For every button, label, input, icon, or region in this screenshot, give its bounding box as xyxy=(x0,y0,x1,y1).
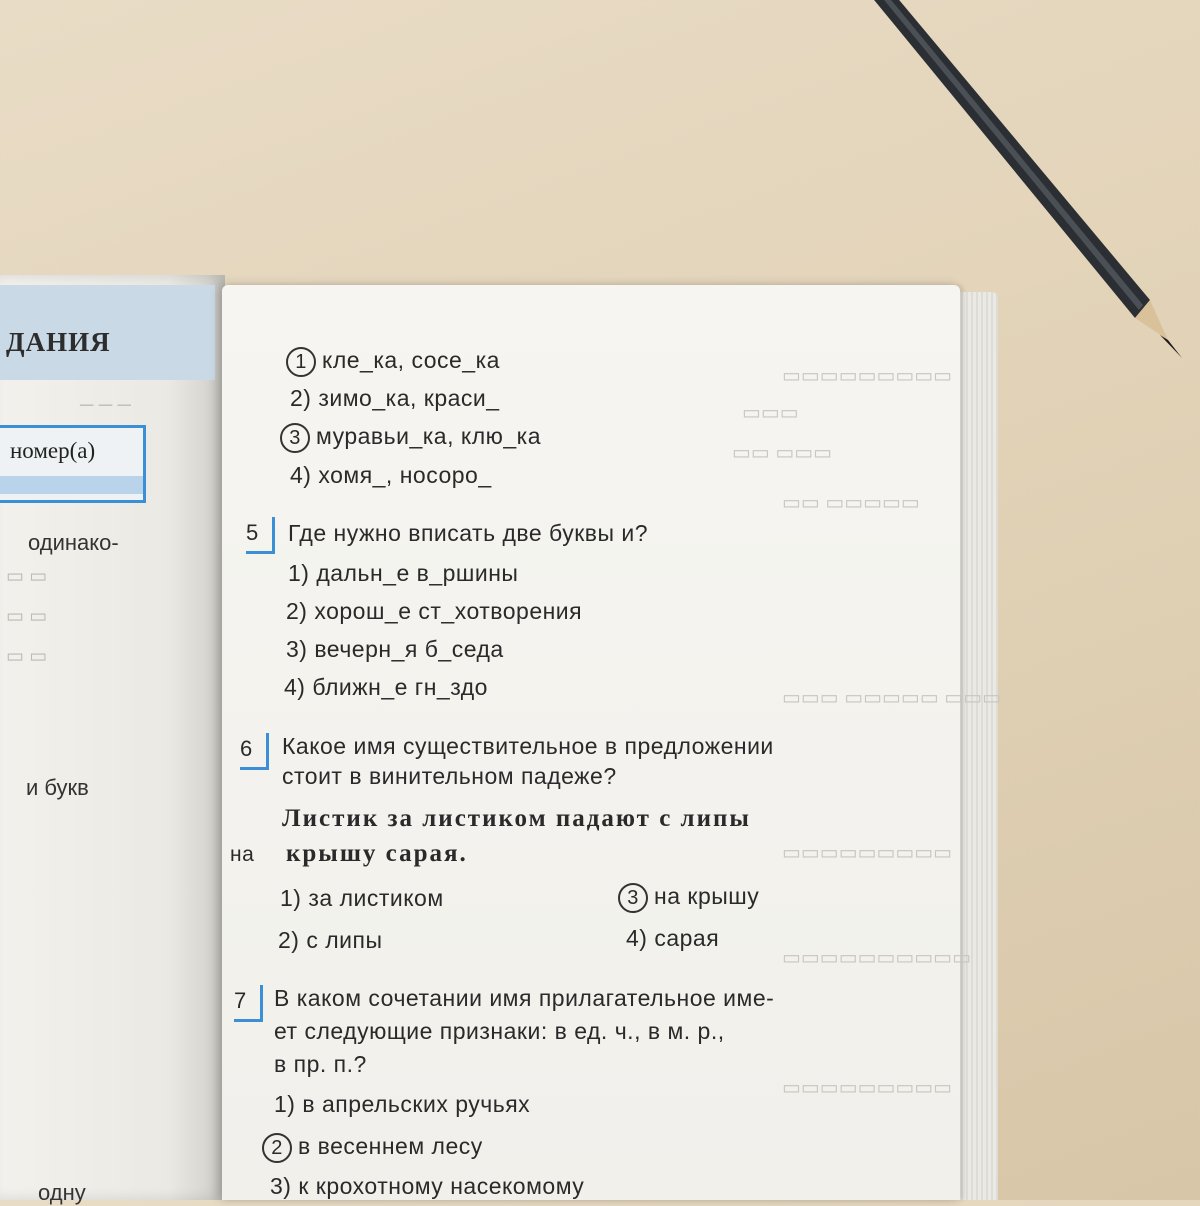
circled-number: 1 xyxy=(286,347,316,377)
top-item-3 xyxy=(280,423,541,453)
left-text-3: одну xyxy=(38,1180,86,1205)
bleed-through: ▭▭▭ ▭▭▭▭▭ ▭▭▭ xyxy=(782,687,1001,709)
circled-number: 2 xyxy=(262,1133,292,1163)
circled-number: 3 xyxy=(280,423,310,453)
q5-option-4: 4) ближн_е гн_здо xyxy=(284,674,488,700)
q6-question-line-1: Какое имя существительное в предложении xyxy=(282,733,774,759)
question-number-5: 5 xyxy=(246,517,275,554)
q5-question: Где нужно вписать две буквы и? xyxy=(288,520,649,546)
top-item-number: 4) xyxy=(290,462,312,488)
q6-option-3 xyxy=(618,883,759,913)
left-bleed-text: ─ ─ ─ xyxy=(80,395,131,416)
bleed-through: ▭▭▭▭▭▭▭▭▭ xyxy=(782,1077,953,1099)
q7-question-line-1: В каком сочетании имя прилагательное име- xyxy=(274,985,775,1011)
q6-question-line-2: стоит в винительном падеже? xyxy=(282,763,617,789)
question-number-6: 6 xyxy=(240,733,269,770)
left-page xyxy=(0,275,225,1205)
left-text-2: и букв xyxy=(26,775,89,800)
top-item-text: кле_ка, сосе_ка xyxy=(322,347,500,373)
q7-option-2 xyxy=(262,1133,483,1163)
left-page-header xyxy=(0,285,215,380)
left-bleed-c: ▭ ▭ xyxy=(6,646,48,667)
q5-option-2: 2) хорош_е ст_хотворения xyxy=(286,598,583,624)
right-page xyxy=(222,285,1001,1200)
q6-option-4: 4) сарая xyxy=(626,925,720,951)
top-item-4 xyxy=(290,462,492,489)
q6-sentence-prefix: на xyxy=(230,843,255,866)
top-item-2 xyxy=(290,385,500,412)
left-text-1: одинако- xyxy=(28,530,119,555)
left-box-strip xyxy=(0,476,143,494)
q7-question-line-3: в пр. п.? xyxy=(274,1051,367,1077)
left-bleed-b: ▭ ▭ xyxy=(6,606,48,627)
q7-option-2-text: в весеннем лесу xyxy=(298,1133,483,1159)
q7-option-3: 3) к крохотному насекомому xyxy=(270,1173,585,1199)
top-item-number: 2) xyxy=(290,385,312,411)
bleed-through: ▭▭▭▭▭▭▭▭▭ xyxy=(782,842,953,864)
left-bleed-a: ▭ ▭ xyxy=(6,566,48,587)
top-item-text: муравьи_ка, клю_ка xyxy=(316,423,542,449)
bleed-through: ▭▭▭ xyxy=(742,402,799,424)
left-answer-box xyxy=(0,425,146,503)
bleed-through: ▭▭ ▭▭▭▭▭ xyxy=(782,492,920,514)
q7-option-1: 1) в апрельских ручьях xyxy=(274,1091,531,1117)
q6-sentence-line-1: Листик за листиком падают с липы xyxy=(282,805,751,832)
q6-sentence-line-2: крышу сарая. xyxy=(286,840,468,867)
q6-option-3-text: на крышу xyxy=(654,883,760,909)
q7-question-line-2: ет следующие признаки: в ед. ч., в м. р., xyxy=(274,1018,725,1044)
question-number-7: 7 xyxy=(234,985,263,1022)
page-stack-edge xyxy=(958,292,998,1200)
bleed-through: ▭▭▭▭▭▭▭▭▭▭ xyxy=(782,947,971,969)
left-header-text: ДАНИЯ xyxy=(6,327,111,357)
q6-option-2: 2) с липы xyxy=(278,927,383,953)
q5-option-3: 3) вечерн_я б_седа xyxy=(286,636,504,662)
top-item-1 xyxy=(286,347,500,377)
top-item-text: зимо_ка, краси_ xyxy=(318,385,500,411)
circled-number: 3 xyxy=(618,883,648,913)
q6-option-1: 1) за листиком xyxy=(280,885,444,911)
bleed-through: ▭▭▭▭▭▭▭▭▭ xyxy=(782,365,953,387)
q5-option-1: 1) дальн_е в_ршины xyxy=(288,560,519,586)
top-item-text: хомя_, носоро_ xyxy=(318,462,492,488)
bleed-through: ▭▭ ▭▭▭ xyxy=(732,442,833,464)
left-box-label: номер(а) xyxy=(10,438,96,463)
